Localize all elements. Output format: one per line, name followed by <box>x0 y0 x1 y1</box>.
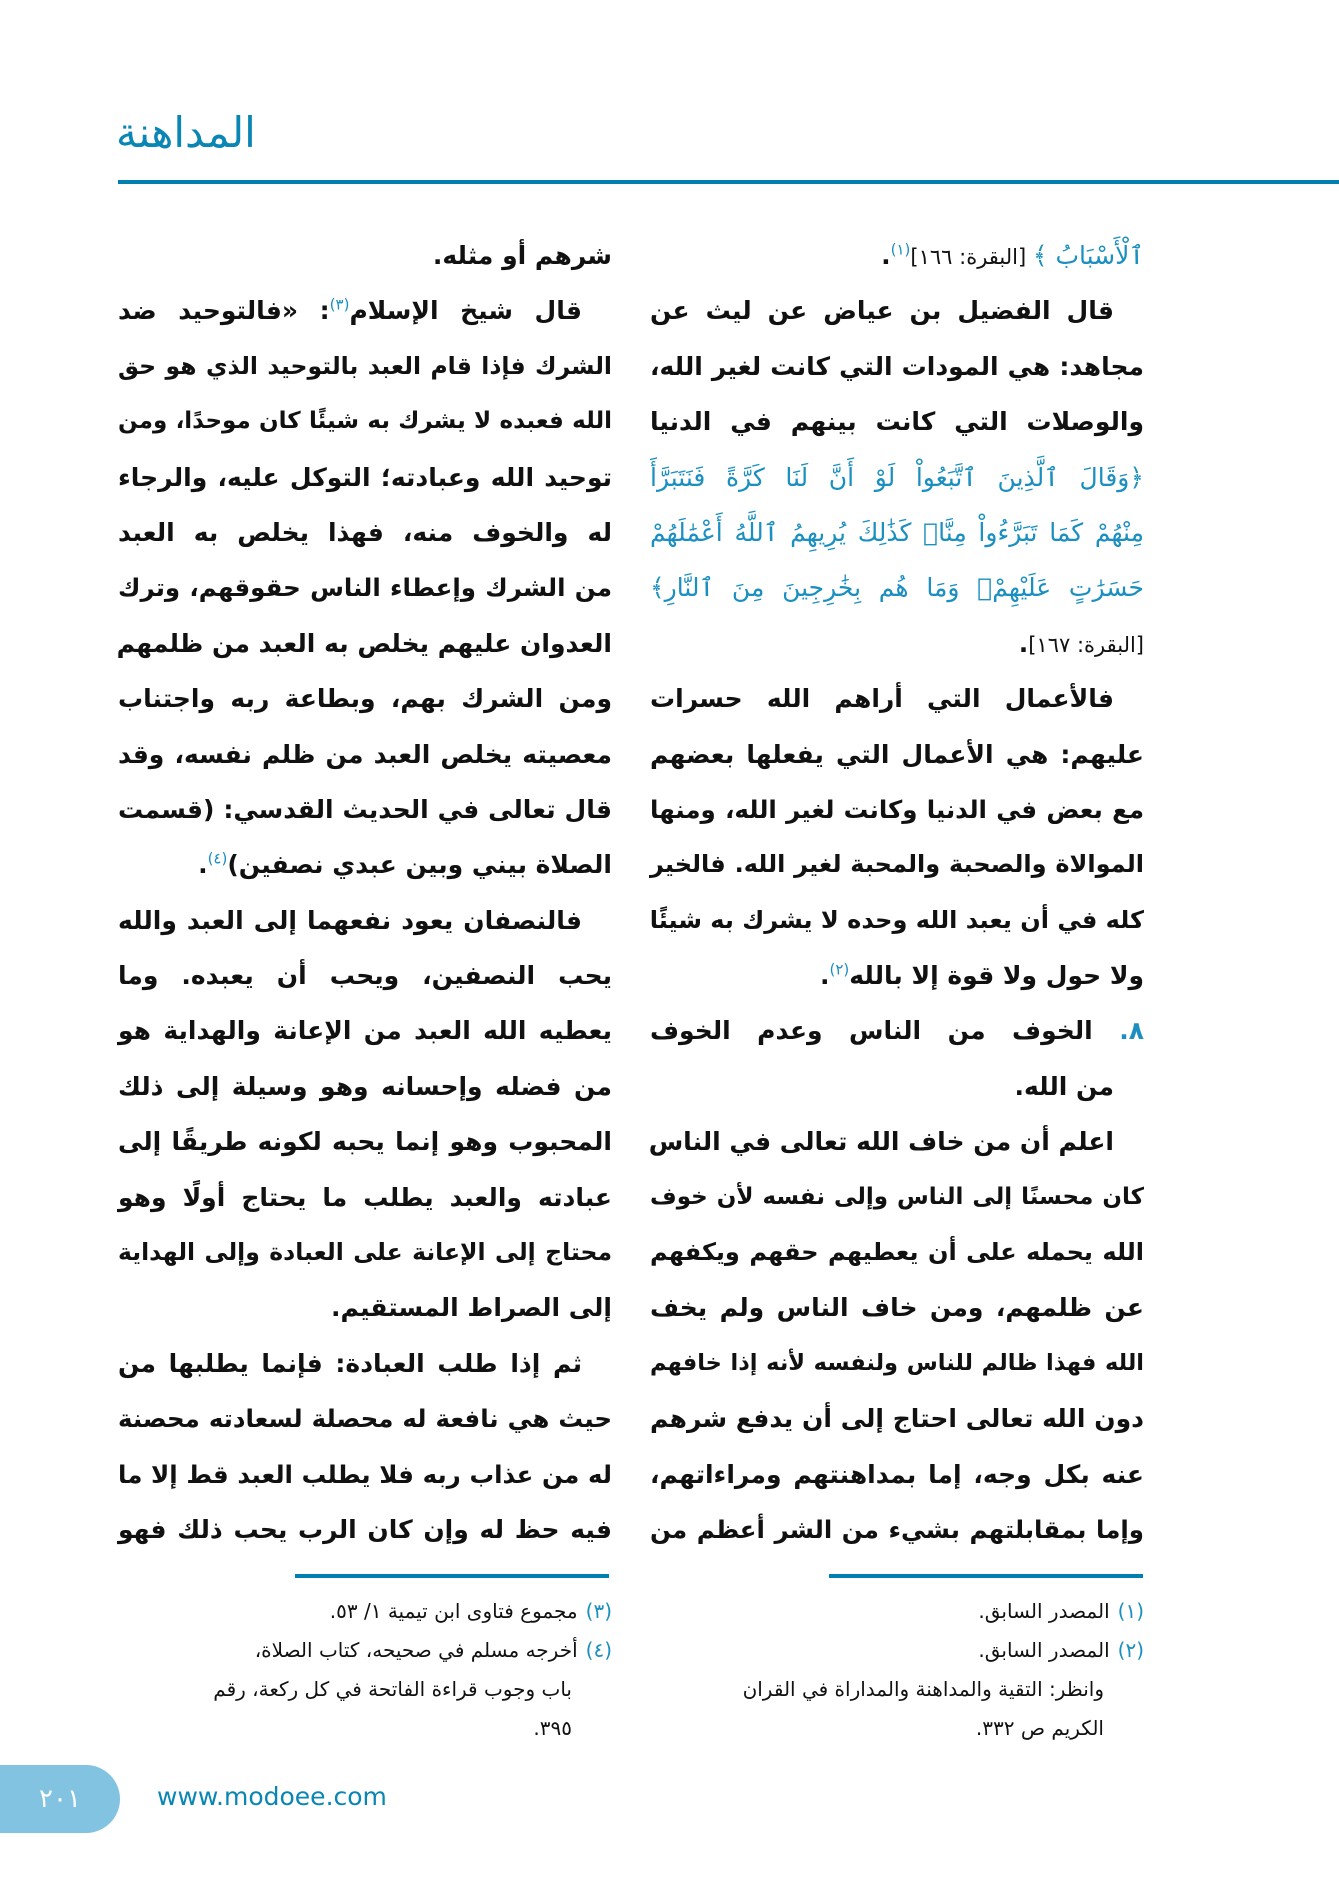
body-text: قال شيخ الإسلام <box>349 296 582 326</box>
body-text: فالأعمال التي أراهم الله حسرات <box>650 684 1114 714</box>
text-line <box>118 339 612 394</box>
body-text: الموالاة والصحبة والمحبة لغير الله. فالخير <box>650 850 1144 879</box>
footnote-text: المصدر السابق. <box>978 1599 1110 1623</box>
body-text: يعطيه الله العبد من الإعانة والهداية هو <box>118 1016 612 1046</box>
body-text: والوصلات التي كانت بينهم في الدنيا <box>650 407 1144 437</box>
body-text: فيه حظ له وإن كان الرب يحب ذلك فهو <box>118 1514 612 1544</box>
footnote-line <box>118 1631 612 1670</box>
text-line <box>118 616 612 671</box>
text-line <box>118 450 612 505</box>
text-line <box>650 727 1144 782</box>
footnote-number: (٢) <box>1117 1638 1144 1662</box>
text-line <box>118 1003 612 1058</box>
body-text: الله فهذا ظالم للناس ولنفسه لأنه إذا خافهم <box>650 1349 1144 1376</box>
text-line <box>118 893 612 948</box>
text-line <box>650 1447 1144 1502</box>
text-line <box>118 948 612 1003</box>
text-line <box>118 1447 612 1502</box>
footnote-text: باب وجوب قراءة الفاتحة في كل ركعة، رقم <box>213 1677 572 1701</box>
text-line <box>650 1059 1144 1114</box>
body-text: الله فعبده لا يشرك به شيئًا كان موحدًا، ومن <box>118 408 612 435</box>
footnote-line <box>118 1592 612 1631</box>
page-number: ٢٠١ <box>0 1765 120 1833</box>
body-text: عن ظلمهم، ومن خاف الناس ولم يخف <box>650 1293 1144 1323</box>
body-text: الخوف من الناس وعدم الخوف <box>650 1016 1093 1046</box>
body-text: قال الفضيل بن عياض عن ليث عن <box>650 296 1114 326</box>
footnote-number: (١) <box>1117 1599 1144 1623</box>
body-text: كان محسنًا إلى الناس وإلى نفسه لأن خوف <box>650 1183 1144 1210</box>
text-line <box>650 671 1144 726</box>
text-line <box>118 560 612 615</box>
body-text: عبادته والعبد يطلب ما يحتاج أولًا وهو <box>118 1182 612 1212</box>
footnote-divider-left <box>295 1574 609 1578</box>
body-text: شرهم أو مثله. <box>432 241 612 270</box>
body-text: قال تعالى في الحديث القدسي: (قسمت <box>118 794 612 824</box>
body-text: الله يحمله على أن يعطيهم حقهم ويكفهم <box>650 1238 1144 1267</box>
footnotes-right <box>650 1592 1144 1748</box>
body-text: . <box>881 241 891 270</box>
body-text: له من عذاب ربه فلا يطلب العبد قط إلا ما <box>118 1459 612 1489</box>
text-line <box>118 782 612 837</box>
footnote-number: (٣) <box>585 1599 612 1623</box>
footnote-text: مجموع فتاوى ابن تيمية ١/ ٥٣. <box>329 1599 578 1623</box>
text-line <box>118 1059 612 1114</box>
text-line <box>118 1225 612 1280</box>
body-text: ولا حول ولا قوة إلا بالله <box>849 961 1144 991</box>
text-line <box>650 1502 1144 1557</box>
text-line <box>650 560 1144 615</box>
text-line <box>650 1003 1144 1058</box>
text-line <box>650 450 1144 505</box>
text-line <box>118 283 612 338</box>
text-line <box>650 1280 1144 1335</box>
verse-reference: [البقرة: ١٦٧] <box>1028 632 1144 657</box>
text-line <box>118 837 612 892</box>
body-text: اعلم أن من خاف الله تعالى في الناس <box>648 1127 1114 1157</box>
body-text: عليهم: هي الأعمال التي يفعلها بعضهم <box>650 739 1144 769</box>
text-line <box>118 394 612 449</box>
footnote-line <box>118 1709 612 1748</box>
text-line <box>650 339 1144 394</box>
text-line <box>650 616 1144 671</box>
footnote-divider-right <box>829 1574 1143 1578</box>
website-link[interactable]: www.modoee.com <box>157 1782 387 1811</box>
footnote-text: الكريم ص ٣٣٢. <box>975 1716 1104 1740</box>
footnote-line <box>650 1631 1144 1670</box>
footnote-text: وانظر: التقية والمداهنة والمداراة في القران <box>742 1677 1104 1701</box>
text-line <box>118 671 612 726</box>
footnote-text: المصدر السابق. <box>978 1638 1110 1662</box>
footnote-marker[interactable]: (٤) <box>207 849 228 868</box>
body-text: كله في أن يعبد الله وحده لا يشرك به شيئًا <box>649 905 1144 934</box>
right-text-column <box>650 228 1144 1557</box>
footnote-line <box>650 1709 1144 1748</box>
footnote-line <box>650 1670 1144 1709</box>
body-text: دون الله تعالى احتاج إلى أن يدفع شرهم <box>650 1404 1144 1434</box>
footnote-line <box>650 1592 1144 1631</box>
body-text: ومن الشرك بهم، وبطاعة ربه واجتناب <box>118 684 612 714</box>
text-line <box>118 727 612 782</box>
body-text: فالنصفان يعود نفعهما إلى العبد والله <box>118 905 582 935</box>
text-line <box>118 1502 612 1557</box>
quran-text: مِنْهُمْ كَمَا تَبَرَّءُواْ مِنَّاۗ كَذَٰلِكَ يُرِيهِمُ ٱللَّهُ أَعْمَٰلَهُمْ <box>650 517 1144 547</box>
body-text: مع بعض في الدنيا وكانت لغير الله، ومنها <box>650 794 1144 824</box>
body-text: : «فالتوحيد ضد <box>118 296 330 326</box>
text-line <box>650 1225 1144 1280</box>
footnote-number: (٤) <box>585 1638 612 1662</box>
body-text: توحيد الله وعبادته؛ التوكل عليه، والرجاء <box>118 462 612 492</box>
quran-text: ٱلْأَسْبَابُ ﴾ <box>1032 241 1144 270</box>
text-line <box>650 1114 1144 1169</box>
text-line <box>118 1336 612 1391</box>
body-text: من الشرك وإعطاء الناس حقوقهم، وترك <box>118 573 612 603</box>
footnote-marker[interactable]: (٢) <box>829 960 850 979</box>
body-text: وإما بمقابلتهم بشيء من الشر أعظم من <box>650 1514 1144 1544</box>
body-text: . <box>819 961 830 991</box>
quran-text: حَسَرَٰتٍ عَلَيْهِمْۖ وَمَا هُم بِخَٰرِجِينَ مِنَ ٱلنَّارِ﴾ <box>650 573 1144 603</box>
footnote-line <box>118 1670 612 1709</box>
footnote-text: أخرجه مسلم في صحيحه، كتاب الصلاة، <box>254 1638 578 1662</box>
text-line <box>118 1391 612 1446</box>
footnote-marker[interactable]: (٣) <box>329 296 350 315</box>
verse-reference: [البقرة: ١٦٦] <box>910 245 1033 269</box>
footnote-text: ٣٩٥. <box>533 1716 572 1740</box>
text-line <box>118 1114 612 1169</box>
body-text: من الله. <box>1014 1071 1114 1101</box>
text-line <box>650 505 1144 560</box>
body-text: له والخوف منه، فهذا يخلص به العبد <box>118 517 612 547</box>
text-line <box>650 893 1144 948</box>
section-number: ٨. <box>1092 1016 1144 1046</box>
body-text: . <box>198 850 208 880</box>
body-text: محتاج إلى الإعانة على العبادة وإلى الهداية <box>118 1238 612 1267</box>
body-text: العدوان عليهم يخلص به العبد من ظلمهم <box>116 628 612 658</box>
text-line <box>650 1336 1144 1391</box>
text-line <box>118 505 612 560</box>
body-text: من فضله وإحسانه وهو وسيلة إلى ذلك <box>118 1071 612 1101</box>
text-line <box>650 1391 1144 1446</box>
body-text: معصيته يخلص العبد من ظلم نفسه، وقد <box>118 739 612 769</box>
text-line <box>650 283 1144 338</box>
body-text: عنه بكل وجه، إما بمداهنتهم ومراءاتهم، <box>650 1459 1144 1489</box>
chapter-title: المداهنة <box>116 108 256 157</box>
text-line <box>650 948 1144 1003</box>
body-text: . <box>1018 628 1029 658</box>
text-line <box>650 394 1144 449</box>
body-text: يحب النصفين، ويحب أن يعبده. وما <box>118 961 612 991</box>
body-text: المحبوب وهو إنما يحبه لكونه طريقًا إلى <box>118 1127 612 1157</box>
header-divider <box>118 180 1339 184</box>
text-line <box>118 228 612 283</box>
footnote-marker[interactable]: (١) <box>890 240 911 259</box>
text-line <box>650 837 1144 892</box>
left-text-column <box>118 228 612 1557</box>
body-text: إلى الصراط المستقيم. <box>331 1293 612 1323</box>
body-text: حيث هي نافعة له محصلة لسعادته محصنة <box>118 1404 612 1434</box>
text-line <box>650 782 1144 837</box>
text-line <box>650 1170 1144 1225</box>
text-line <box>118 1170 612 1225</box>
body-text: ثم إذا طلب العبادة: فإنما يطلبها من <box>118 1348 582 1378</box>
body-text: الصلاة بيني وبين عبدي نصفين) <box>227 850 612 880</box>
text-line <box>650 228 1144 283</box>
text-line <box>118 1280 612 1335</box>
body-text: الشرك فإذا قام العبد بالتوحيد الذي هو حق <box>118 351 612 380</box>
footnotes-left <box>118 1592 612 1748</box>
body-text: مجاهد: هي المودات التي كانت لغير الله، <box>650 351 1144 381</box>
quran-text: ﴿وَقَالَ ٱلَّذِينَ ٱتَّبَعُواْ لَوْ أَنَّ لَنَا كَرَّةً فَنَتَبَرَّأَ <box>650 462 1144 492</box>
